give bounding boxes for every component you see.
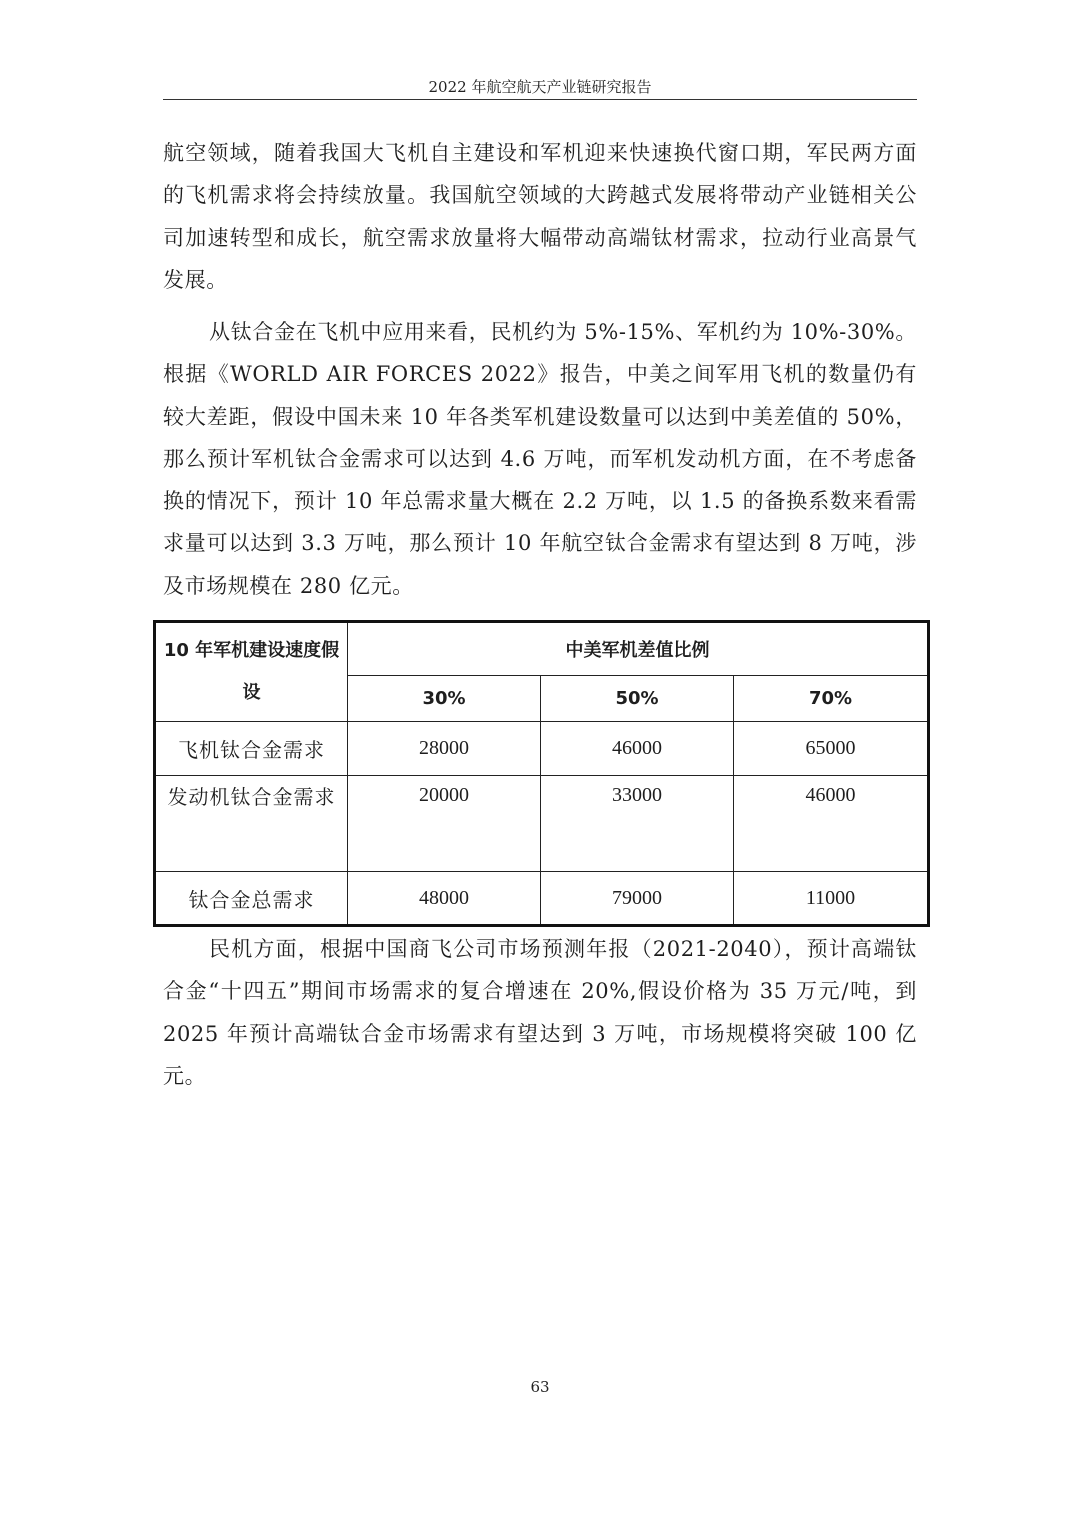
- table-cell: 33000: [541, 776, 734, 872]
- row-label-aircraft: 飞机钛合金需求: [155, 722, 348, 776]
- column-header-70: 70%: [734, 676, 929, 722]
- paragraph-titanium-demand: 从钛合金在飞机中应用来看，民机约为 5%-15%、军机约为 10%-30%。根据《WORLD AIR FORCES 2022》报告，中美之间军用飞机的数量仍有较大差距，假设中国未来 10 年各类军机建设数量可以达到中美差值的 50%，那么预计军机钛合金需求可以达到 4.6 万吨，而军机发动机方面，在不考虑备换的情况下，预计 10 年总需求量大概在 2.2 万吨，以 1.5 的备换系数来看需求量可以达到 3.3 万吨，那么预计 10 年航空钛合金需求有望达到 8 万吨，涉及市场规模在 280 亿元。: [163, 320, 917, 598]
- table-row: [155, 776, 929, 872]
- table-cell: 28000: [348, 722, 541, 776]
- page-header-title: 2022 年航空航天产业链研究报告: [428, 78, 652, 96]
- table-cell: 48000: [348, 872, 541, 926]
- table-group-header: 中美军机差值比例: [348, 622, 929, 676]
- table-cell: 11000: [734, 872, 929, 926]
- table-row: [155, 872, 929, 926]
- column-header-50: 50%: [541, 676, 734, 722]
- paragraph-aviation-intro: 航空领域，随着我国大飞机自主建设和军机迎来快速换代窗口期，军民两方面的飞机需求将会持续放量。我国航空领域的大跨越式发展将带动产业链相关公司加速转型和成长，航空需求放量将大幅带动高端钛材需求，拉动行业高景气发展。: [163, 141, 917, 292]
- column-header-30: 30%: [348, 676, 541, 722]
- table-row: [155, 722, 929, 776]
- table-corner-header: 10 年军机建设速度假设: [155, 622, 348, 722]
- titanium-demand-table: [153, 620, 930, 927]
- table-cell: 20000: [348, 776, 541, 872]
- row-label-engine: 发动机钛合金需求: [155, 776, 348, 872]
- header-divider: [163, 99, 917, 100]
- paragraph-civil-aviation: 民机方面，根据中国商飞公司市场预测年报（2021-2040），预计高端钛合金“十四五”期间市场需求的复合增速在 20%,假设价格为 35 万元/吨，到 2025 年预计高端钛合金市场需求有望达到 3 万吨，市场规模将突破 100 亿元。: [163, 937, 917, 1088]
- table-cell: 46000: [734, 776, 929, 872]
- table-cell: 79000: [541, 872, 734, 926]
- page-number: 63: [530, 1378, 550, 1396]
- table-cell: 46000: [541, 722, 734, 776]
- table-cell: 65000: [734, 722, 929, 776]
- row-label-total: 钛合金总需求: [155, 872, 348, 926]
